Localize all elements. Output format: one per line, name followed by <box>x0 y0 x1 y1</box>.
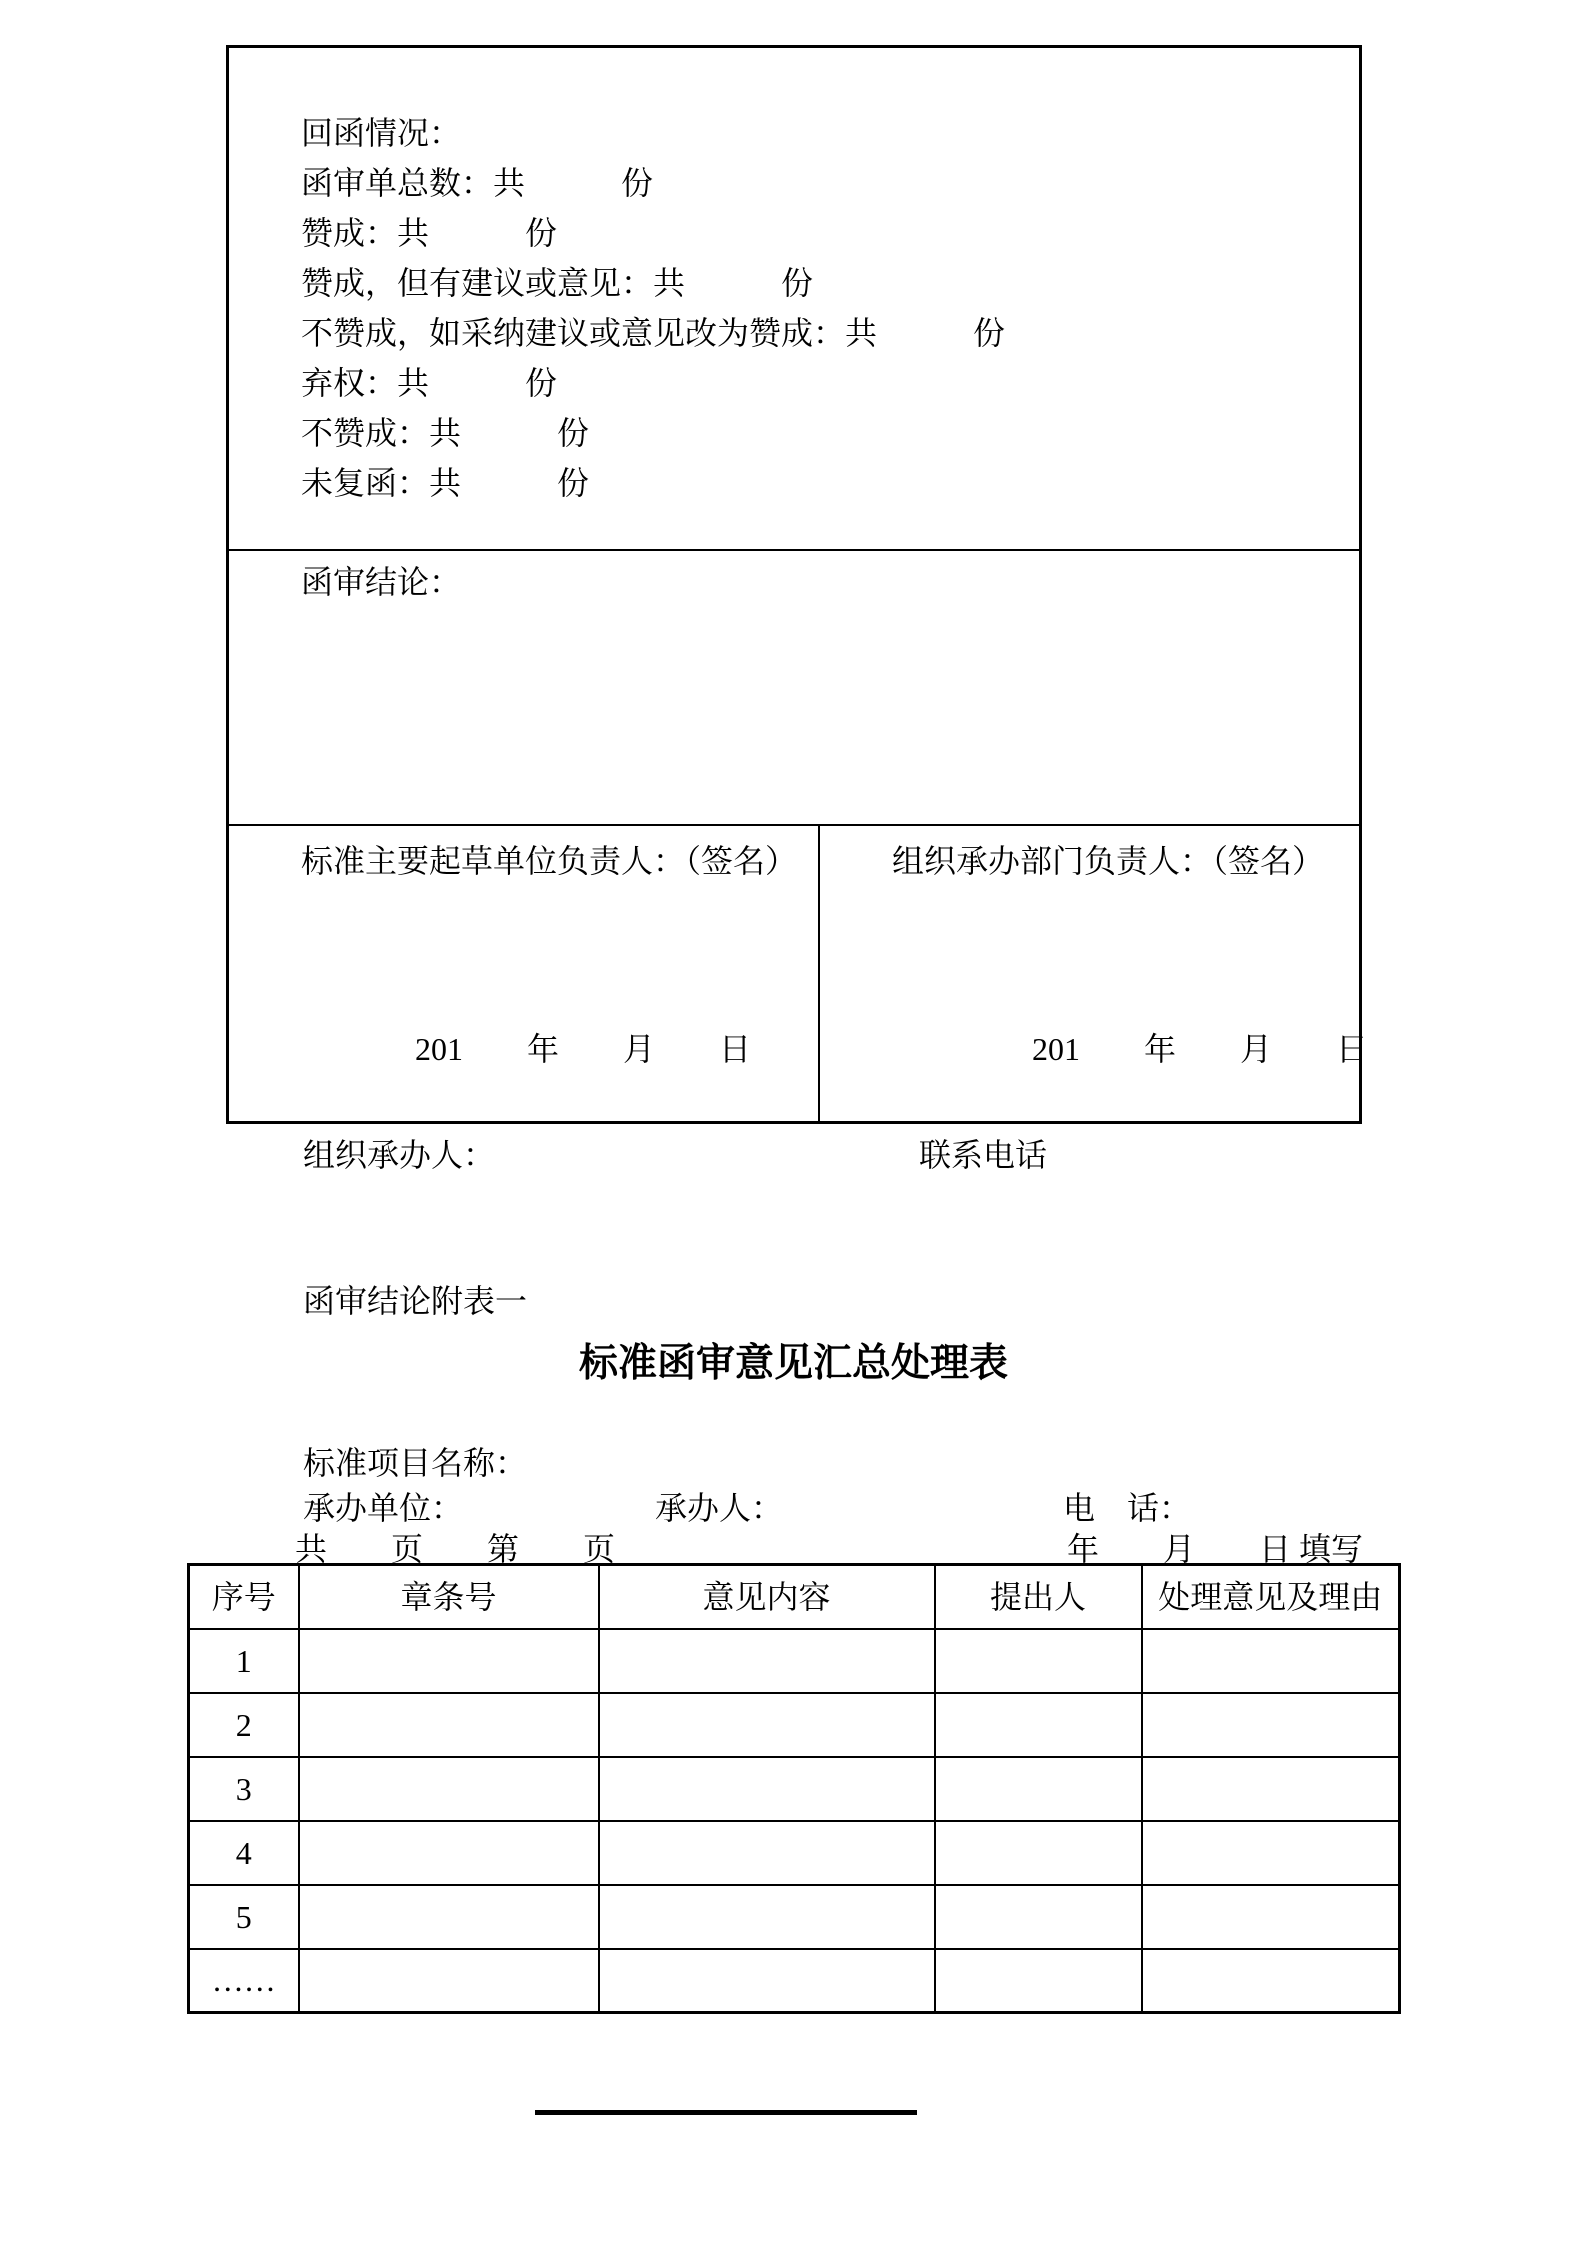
header-comment-content: 意见内容 <box>599 1565 935 1629</box>
table-row <box>189 1885 1400 1949</box>
content-cell <box>599 1757 935 1821</box>
reply-abstain-line: 弃权：共 份 <box>301 365 558 401</box>
reply-no-response-line: 未复函：共 份 <box>301 465 590 501</box>
contact-phone-label: 联系电话 <box>919 1137 1048 1173</box>
organizing-dept-signature-date: 201 年 月 日 <box>1032 1031 1369 1067</box>
footnote-separator-rule <box>535 2110 917 2115</box>
reply-approve-with-comments-line: 赞成，但有建议或意见：共 份 <box>301 265 814 301</box>
proposer-cell <box>935 1693 1142 1757</box>
telephone-label: 电 话： <box>1063 1490 1192 1526</box>
appendix-table-title: 标准函审意见汇总处理表 <box>578 1342 1008 1385</box>
clause-cell <box>299 1949 599 2013</box>
table-row <box>189 1693 1400 1757</box>
organizing-dept-signature-label: 组织承办部门负责人：（签名） <box>892 843 1325 879</box>
reply-disapprove-line: 不赞成：共 份 <box>301 415 590 451</box>
clause-cell <box>299 1757 599 1821</box>
review-conclusion-label: 函审结论： <box>301 564 462 600</box>
organizing-dept-signature-cell <box>818 826 1369 1121</box>
table-header-row <box>189 1565 1400 1629</box>
proposer-cell <box>935 1821 1142 1885</box>
organizer-label: 组织承办人： <box>303 1137 496 1173</box>
content-cell <box>599 1629 935 1693</box>
handling-cell <box>1142 1821 1400 1885</box>
content-cell <box>599 1693 935 1757</box>
table-row <box>189 1629 1400 1693</box>
appendix-note: 函审结论附表一 <box>303 1283 528 1319</box>
proposer-cell <box>935 1885 1142 1949</box>
row-number-cell: 2 <box>189 1693 299 1757</box>
handling-cell <box>1142 1693 1400 1757</box>
drafting-unit-signature-cell <box>229 826 818 1121</box>
handling-cell <box>1142 1949 1400 2013</box>
clause-cell <box>299 1885 599 1949</box>
table-row <box>189 1757 1400 1821</box>
clause-cell <box>299 1693 599 1757</box>
content-cell <box>599 1885 935 1949</box>
header-handling-opinion: 处理意见及理由 <box>1142 1565 1400 1629</box>
header-clause-number: 章条号 <box>299 1565 599 1629</box>
reply-status-heading: 回函情况： <box>301 115 462 151</box>
page-count-label: 共 页 第 页 <box>295 1531 616 1567</box>
content-cell <box>599 1949 935 2013</box>
drafting-unit-signature-label: 标准主要起草单位负责人：（签名） <box>301 843 798 879</box>
signature-row <box>229 826 1369 1121</box>
fill-date-label: 年 月 日 填写 <box>1067 1531 1364 1567</box>
clause-cell <box>299 1821 599 1885</box>
proposer-cell <box>935 1629 1142 1693</box>
row-number-cell: 4 <box>189 1821 299 1885</box>
proposer-cell <box>935 1949 1142 2013</box>
project-name-label: 标准项目名称： <box>303 1445 528 1481</box>
handling-cell <box>1142 1629 1400 1693</box>
row-number-cell: 1 <box>189 1629 299 1693</box>
row-number-cell: 5 <box>189 1885 299 1949</box>
table-row <box>189 1949 1400 2013</box>
comments-summary-table <box>187 1563 1401 2014</box>
header-proposer: 提出人 <box>935 1565 1142 1629</box>
row-ellipsis-cell: …… <box>189 1949 299 2013</box>
review-form-box <box>226 45 1369 1124</box>
row-number-cell: 3 <box>189 1757 299 1821</box>
clause-cell <box>299 1629 599 1693</box>
review-conclusion-section <box>229 551 1359 826</box>
undertaker-label: 承办人： <box>655 1490 784 1526</box>
reply-status-section <box>229 48 1359 551</box>
handling-cell <box>1142 1757 1400 1821</box>
content-cell <box>599 1821 935 1885</box>
header-serial-number: 序号 <box>189 1565 299 1629</box>
table-row <box>189 1821 1400 1885</box>
reply-disapprove-convertible-line: 不赞成，如采纳建议或意见改为赞成：共 份 <box>301 315 1006 351</box>
reply-approve-line: 赞成：共 份 <box>301 215 558 251</box>
drafting-unit-signature-date: 201 年 月 日 <box>415 1031 752 1067</box>
reply-total-line: 函审单总数：共 份 <box>301 165 654 201</box>
proposer-cell <box>935 1757 1142 1821</box>
undertaking-unit-label: 承办单位： <box>303 1490 464 1526</box>
handling-cell <box>1142 1885 1400 1949</box>
